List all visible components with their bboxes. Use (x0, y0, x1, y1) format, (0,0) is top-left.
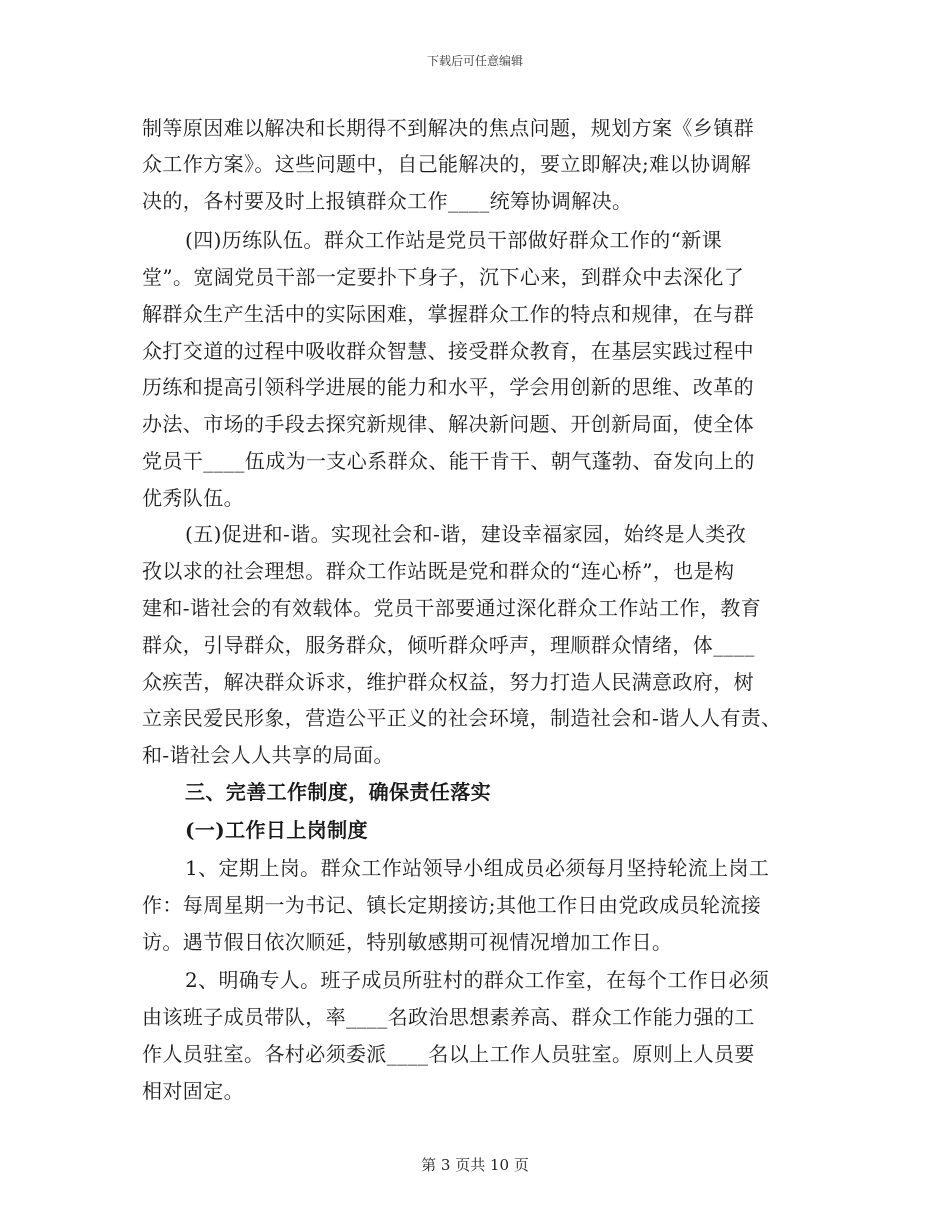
text-line: 1、定期上岗。群众工作站领导小组成员必须每月坚持轮流上岗工 (185, 856, 770, 880)
text-line: 作：每周星期一为书记、镇长定期接访;其他工作日由党政成员轮流接 (142, 893, 762, 917)
text-line: 党员干____伍成为一支心系群众、能干肯干、朝气蓬勃、奋发向上的 (142, 449, 755, 473)
text-line: 众工作方案》。这些问题中，自己能解决的，要立即解决;难以协调解 (142, 152, 752, 176)
text-line: (四)历练队伍。群众工作站是党员干部做好群众工作的“新课 (185, 228, 723, 252)
section-heading: 三、完善工作制度，确保责任落实 (185, 780, 491, 804)
text-line: 办法、市场的手段去探究新规律、解决新问题、开创新局面，使全体 (142, 412, 754, 436)
text-line: 优秀队伍。 (142, 486, 244, 510)
text-line: (五)促进和-谐。实现社会和-谐，建设幸福家园，始终是人类孜 (185, 522, 747, 546)
text-line: 历练和提高引领科学进展的能力和水平，学会用创新的思维、改革的 (142, 375, 754, 399)
text-line: 众疾苦，解决群众诉求，维护群众权益，努力打造人民满意政府，树 (142, 670, 754, 694)
page-footer: 第 3 页共 10 页 (421, 1156, 529, 1174)
text-line: 由该班子成员带队，率____名政治思想素养高、群众工作能力强的工 (142, 1005, 755, 1029)
text-line: 和-谐社会人人共享的局面。 (142, 743, 394, 767)
text-line: 相对固定。 (142, 1079, 244, 1103)
text-line: 访。遇节假日依次顺延，特别敏感期可视情况增加工作日。 (142, 930, 673, 954)
text-line: 众打交道的过程中吸收群众智慧、接受群众教育，在基层实践过程中 (142, 339, 754, 363)
text-line: 制等原因难以解决和长期得不到解决的焦点问题，规划方案《乡镇群 (142, 116, 754, 140)
text-line: 建和-谐社会的有效载体。党员干部要通过深化群众工作站工作，教育 (142, 596, 762, 620)
text-line: 解群众生产生活中的实际困难，掌握群众工作的特点和规律，在与群 (142, 302, 754, 326)
text-line: 堂”。宽阔党员干部一定要扑下身子，沉下心来，到群众中去深化了 (142, 265, 745, 289)
text-line: 2、明确专人。班子成员所驻村的群众工作室，在每个工作日必须 (185, 968, 770, 992)
text-line: 孜以求的社会理想。群众工作站既是党和群众的“连心桥”，也是构 (142, 559, 735, 583)
text-line: 群众，引导群众，服务群众，倾听群众呼声，理顺群众情绪，体____ (142, 633, 755, 657)
subsection-heading: (一)工作日上岗制度 (185, 818, 368, 842)
page-header: 下载后可任意编辑 (426, 54, 523, 68)
text-line: 立亲民爱民形象，营造公平正义的社会环境，制造社会和-谐人人有责、 (142, 706, 782, 730)
text-line: 决的，各村要及时上报镇群众工作____统筹协调解决。 (142, 189, 633, 213)
text-line: 作人员驻室。各村必须委派____名以上工作人员驻室。原则上人员要 (142, 1042, 755, 1066)
